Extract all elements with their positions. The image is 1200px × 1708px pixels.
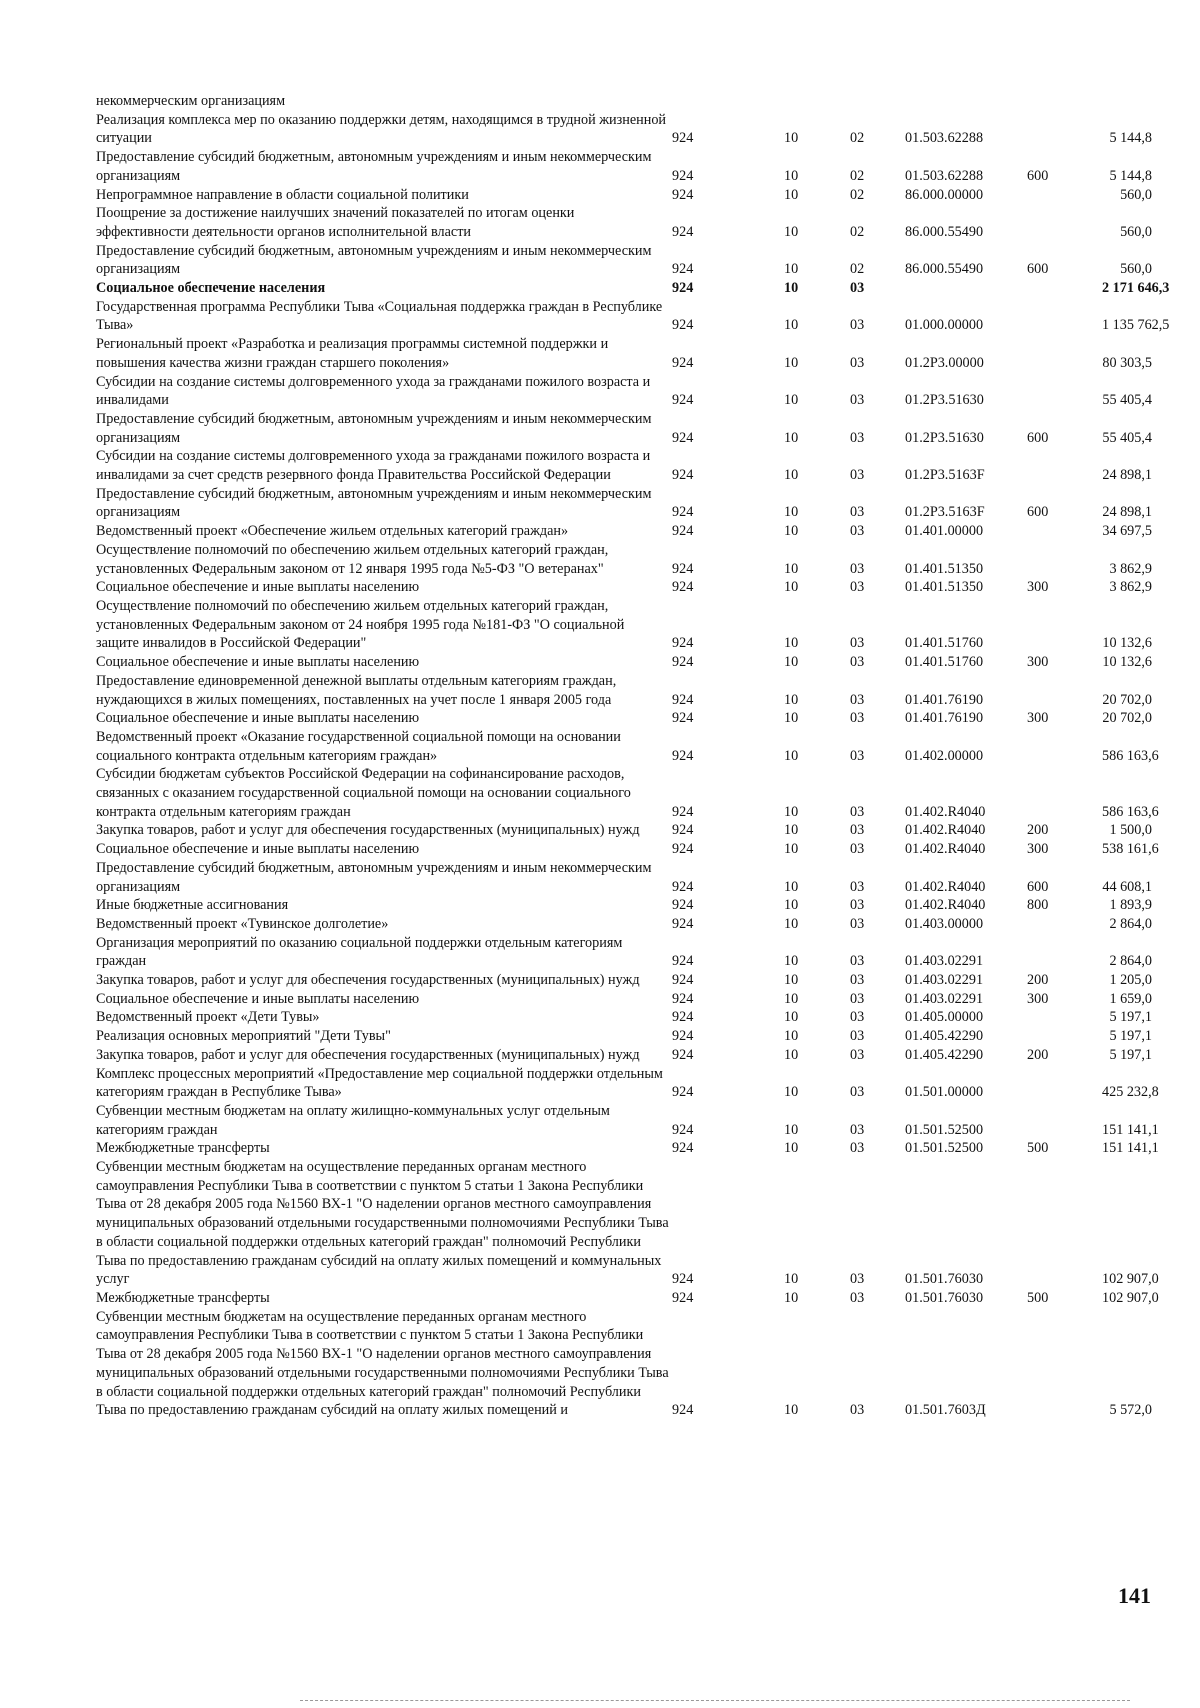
row-amount: 5 572,0 xyxy=(1109,1402,1152,1419)
row-code-expense-type: 200 xyxy=(1027,822,1049,839)
row-name: Ведомственный проект «Тувинское долголетие» xyxy=(96,915,389,932)
row-name: Субсидии на создание системы долговременного ухода за гражданами пожилого возраста и инвалидами xyxy=(96,373,651,409)
row-code-section: 10 xyxy=(784,523,799,540)
row-code-section: 10 xyxy=(784,1290,799,1306)
row-code-expense-type: 500 xyxy=(1027,1290,1049,1306)
row-code-subsection: 03 xyxy=(850,280,865,297)
row-name: Предоставление единовременной денежной выплаты отдельным категориям граждан, нуждающихся в жилых помещениях, поставленных на учет после 1 января 2005 года xyxy=(96,672,617,708)
table-row xyxy=(96,111,1156,148)
row-code-subsection: 03 xyxy=(850,1271,865,1288)
row-code-subsection: 03 xyxy=(850,897,865,914)
row-code-grbs: 924 xyxy=(672,747,694,764)
row-code-subsection: 03 xyxy=(850,635,865,652)
row-name: Субсидии на создание системы долговременного ухода за гражданами пожилого возраста и инвалидами за счет средств резервного фонда Правительства Российской Федерации xyxy=(96,448,651,484)
row-code-target: 01.405.42290 xyxy=(905,1046,984,1063)
row-code-section: 10 xyxy=(784,1009,799,1026)
row-code-target: 01.501.7603Д xyxy=(905,1402,986,1419)
row-code-section: 10 xyxy=(784,186,799,203)
table-row xyxy=(96,597,1156,653)
row-amount: 3 862,9 xyxy=(1109,579,1152,596)
row-amount: 10 132,6 xyxy=(1102,654,1152,671)
row-code-subsection: 03 xyxy=(850,654,865,671)
row-amount: 102 907,0 xyxy=(1102,1290,1159,1306)
row-name: Предоставление субсидий бюджетным, автономным учреждениям и иным некоммерческим организациям xyxy=(96,485,652,521)
row-amount: 2 864,0 xyxy=(1109,915,1152,932)
row-code-target: 01.501.00000 xyxy=(905,1084,984,1101)
row-code-grbs: 924 xyxy=(672,429,694,446)
page-number: 141 xyxy=(1118,1583,1151,1608)
row-code-target: 01.000.00000 xyxy=(905,317,984,334)
table-row xyxy=(96,840,1159,859)
row-code-target: 01.2Р3.51630 xyxy=(905,392,984,409)
table-row xyxy=(96,1046,1156,1065)
row-code-subsection: 03 xyxy=(850,1402,865,1419)
row-amount: 5 144,8 xyxy=(1109,167,1152,184)
row-amount: 44 608,1 xyxy=(1102,878,1152,895)
row-code-expense-type: 300 xyxy=(1027,579,1049,596)
row-code-target: 01.402.00000 xyxy=(905,747,984,764)
row-code-target: 01.401.76190 xyxy=(905,710,984,727)
row-code-target: 01.401.00000 xyxy=(905,523,984,540)
table-row xyxy=(96,447,1156,484)
table-row xyxy=(96,373,1156,410)
table-row xyxy=(96,672,1156,709)
row-code-subsection: 03 xyxy=(850,1009,865,1026)
row-code-section: 10 xyxy=(784,1121,799,1138)
row-amount: 55 405,4 xyxy=(1102,392,1152,409)
row-code-grbs: 924 xyxy=(672,1084,694,1101)
row-code-target: 01.402.R4040 xyxy=(905,841,986,858)
table-row xyxy=(96,859,1156,896)
row-code-subsection: 03 xyxy=(850,1290,865,1306)
table-row xyxy=(96,410,1156,447)
row-code-expense-type: 600 xyxy=(1027,261,1049,278)
row-code-section: 10 xyxy=(784,467,799,484)
row-code-grbs: 924 xyxy=(672,897,694,914)
row-code-expense-type: 300 xyxy=(1027,710,1049,727)
table-row xyxy=(96,204,1156,241)
table-row xyxy=(96,279,1170,298)
row-code-grbs: 924 xyxy=(672,280,694,297)
table-row xyxy=(96,896,1156,915)
row-amount: 586 163,6 xyxy=(1102,803,1159,820)
row-amount: 425 232,8 xyxy=(1102,1084,1159,1101)
row-name: Реализация основных мероприятий "Дети Тувы" xyxy=(96,1028,391,1045)
row-name: Предоставление субсидий бюджетным, автономным учреждениям и иным некоммерческим организациям xyxy=(96,410,652,446)
row-name: Реализация комплекса мер по оказанию поддержки детям, находящимся в трудной жизненной ситуации xyxy=(96,111,667,147)
table-row xyxy=(96,1065,1159,1102)
row-code-section: 10 xyxy=(784,897,799,914)
row-code-section: 10 xyxy=(784,354,799,371)
table-row xyxy=(96,653,1156,672)
row-amount: 34 697,5 xyxy=(1102,523,1152,540)
row-code-subsection: 03 xyxy=(850,1121,865,1138)
row-code-section: 10 xyxy=(784,915,799,932)
row-code-subsection: 03 xyxy=(850,429,865,446)
row-code-section: 10 xyxy=(784,579,799,596)
row-code-target: 01.501.76030 xyxy=(905,1290,984,1306)
row-code-section: 10 xyxy=(784,429,799,446)
row-code-section: 10 xyxy=(784,953,799,970)
table-row xyxy=(96,709,1156,728)
row-code-grbs: 924 xyxy=(672,504,694,521)
row-code-grbs: 924 xyxy=(672,261,694,278)
row-code-subsection: 02 xyxy=(850,130,865,147)
table-row xyxy=(96,765,1159,821)
row-code-grbs: 924 xyxy=(672,990,694,1007)
table-row xyxy=(96,990,1156,1009)
row-amount: 1 205,0 xyxy=(1109,972,1152,989)
row-name: Государственная программа Республики Тыва «Социальная поддержка граждан в Республике Тыва» xyxy=(96,298,663,334)
table-row xyxy=(96,522,1156,541)
row-code-subsection: 02 xyxy=(850,167,865,184)
row-name: некоммерческим организациям xyxy=(96,93,286,109)
row-code-target: 01.401.51350 xyxy=(905,560,984,577)
row-code-subsection: 03 xyxy=(850,504,865,521)
row-code-subsection: 03 xyxy=(850,1084,865,1101)
row-code-target: 01.403.02291 xyxy=(905,990,984,1007)
row-name: Комплекс процессных мероприятий «Предоставление мер социальной поддержки отдельным категориям граждан в Республике Тыва» xyxy=(96,1065,663,1101)
table-row xyxy=(96,915,1156,934)
row-name: Субвенции местным бюджетам на осуществление переданных органам местного самоуправления Республики Тыва в соответствии с пунктом 5 статьи 1 Закона Республики Тыва от 28 декабря 2005 года №1560 ВХ-1 "О наделении органов местного самоуправления муниципальных образований отдельными государственными полномочиями Республики Тыва в области социальной поддержки отдельных категорий граждан" полномочий Республики Тыва по предоставлению гражданам субсидий на оплату жилых помещений и xyxy=(96,1308,669,1419)
row-code-section: 10 xyxy=(784,822,799,839)
row-code-grbs: 924 xyxy=(672,467,694,484)
row-name: Ведомственный проект «Оказание государственной социальной помощи на основании социального контракта отдельным категориям граждан» xyxy=(96,728,621,764)
row-amount: 2 171 646,3 xyxy=(1102,280,1170,297)
row-name: Поощрение за достижение наилучших значений показателей по итогам оценки эффективности деятельности органов исполнительной власти xyxy=(96,205,575,240)
table-row xyxy=(96,821,1156,840)
row-amount: 55 405,4 xyxy=(1102,429,1152,446)
row-code-section: 10 xyxy=(784,1046,799,1063)
row-code-target: 01.402.R4040 xyxy=(905,822,986,839)
row-amount: 1 500,0 xyxy=(1109,822,1152,839)
row-code-grbs: 924 xyxy=(672,1290,694,1306)
row-code-subsection: 03 xyxy=(850,803,865,820)
row-code-subsection: 03 xyxy=(850,841,865,858)
row-code-expense-type: 200 xyxy=(1027,972,1049,989)
table-row xyxy=(96,298,1170,335)
row-code-expense-type: 300 xyxy=(1027,990,1049,1007)
row-code-grbs: 924 xyxy=(672,822,694,839)
row-code-section: 10 xyxy=(784,130,799,147)
row-code-grbs: 924 xyxy=(672,186,694,203)
row-name: Предоставление субсидий бюджетным, автономным учреждениям и иным некоммерческим организациям xyxy=(96,149,652,184)
row-code-section: 10 xyxy=(784,841,799,858)
row-amount: 1 659,0 xyxy=(1109,990,1152,1007)
row-amount: 5 197,1 xyxy=(1109,1046,1152,1063)
table-row xyxy=(96,148,1156,185)
row-code-grbs: 924 xyxy=(672,392,694,409)
row-code-grbs: 924 xyxy=(672,130,694,147)
row-name: Осуществление полномочий по обеспечению жильем отдельных категорий граждан, установленных Федеральным законом от 12 января 1995 года №5-ФЗ "О ветеранах" xyxy=(96,541,609,577)
row-name: Закупка товаров, работ и услуг для обеспечения государственных (муниципальных) нужд xyxy=(96,1046,640,1063)
row-code-expense-type: 600 xyxy=(1027,504,1049,521)
row-name: Субсидии бюджетам субъектов Российской Федерации на софинансирование расходов, связанных с оказанием государственной социальной помощи на основании социального контракта отдельным категориям граждан xyxy=(96,766,631,820)
row-amount: 20 702,0 xyxy=(1102,691,1152,708)
row-code-subsection: 03 xyxy=(850,822,865,839)
row-code-section: 10 xyxy=(784,1140,799,1157)
table-row xyxy=(96,1289,1159,1308)
table-row xyxy=(96,335,1156,372)
row-code-target: 01.401.51760 xyxy=(905,635,984,652)
row-code-subsection: 03 xyxy=(850,878,865,895)
row-code-target: 86.000.55490 xyxy=(905,261,984,278)
row-code-target: 86.000.55490 xyxy=(905,223,984,240)
row-code-grbs: 924 xyxy=(672,223,694,240)
row-code-subsection: 02 xyxy=(850,223,865,240)
row-amount: 538 161,6 xyxy=(1102,841,1159,858)
table-row xyxy=(96,1102,1159,1139)
table-row xyxy=(96,186,1156,205)
table-row xyxy=(96,728,1159,765)
row-code-expense-type: 300 xyxy=(1027,841,1049,858)
row-name: Ведомственный проект «Обеспечение жильем отдельных категорий граждан» xyxy=(96,523,569,540)
row-name: Закупка товаров, работ и услуг для обеспечения государственных (муниципальных) нужд xyxy=(96,822,640,839)
row-code-target: 01.405.42290 xyxy=(905,1028,984,1045)
row-name: Социальное обеспечение и иные выплаты населению xyxy=(96,579,420,596)
row-code-section: 10 xyxy=(784,1271,799,1288)
table-row xyxy=(96,485,1156,522)
row-code-subsection: 03 xyxy=(850,317,865,334)
row-code-subsection: 03 xyxy=(850,1046,865,1063)
row-code-target: 01.402.R4040 xyxy=(905,897,986,914)
row-amount: 5 144,8 xyxy=(1109,130,1152,147)
row-code-grbs: 924 xyxy=(672,1271,694,1288)
row-code-grbs: 924 xyxy=(672,354,694,371)
row-amount: 102 907,0 xyxy=(1102,1271,1159,1288)
row-code-subsection: 03 xyxy=(850,1140,865,1157)
row-amount: 1 893,9 xyxy=(1109,897,1152,914)
table-row xyxy=(96,971,1156,990)
row-code-section: 10 xyxy=(784,654,799,671)
row-code-target: 01.401.51760 xyxy=(905,654,984,671)
budget-table xyxy=(96,92,1170,1420)
row-code-grbs: 924 xyxy=(672,1028,694,1045)
row-code-grbs: 924 xyxy=(672,915,694,932)
row-name: Социальное обеспечение населения xyxy=(96,280,326,297)
row-code-subsection: 03 xyxy=(850,579,865,596)
row-code-grbs: 924 xyxy=(672,635,694,652)
row-code-subsection: 03 xyxy=(850,747,865,764)
row-name: Иные бюджетные ассигнования xyxy=(96,897,289,914)
row-code-section: 10 xyxy=(784,1084,799,1101)
row-name: Закупка товаров, работ и услуг для обеспечения государственных (муниципальных) нужд xyxy=(96,972,640,989)
row-code-target: 01.2Р3.51630 xyxy=(905,429,984,446)
row-amount: 80 303,5 xyxy=(1102,354,1152,371)
table-row xyxy=(96,1158,1159,1289)
row-name: Организация мероприятий по оказанию социальной поддержки отдельным категориям граждан xyxy=(96,934,623,970)
row-amount: 560,0 xyxy=(1120,261,1152,278)
row-name: Социальное обеспечение и иные выплаты населению xyxy=(96,990,420,1007)
row-name: Межбюджетные трансферты xyxy=(96,1290,270,1306)
row-code-subsection: 02 xyxy=(850,186,865,203)
row-code-target: 01.2Р3.5163F xyxy=(905,467,985,484)
row-code-target: 01.403.02291 xyxy=(905,972,984,989)
row-code-expense-type: 600 xyxy=(1027,167,1049,184)
row-code-expense-type: 600 xyxy=(1027,429,1049,446)
row-code-subsection: 03 xyxy=(850,523,865,540)
row-code-target: 01.501.52500 xyxy=(905,1140,984,1157)
row-amount: 1 135 762,5 xyxy=(1102,317,1170,334)
row-name: Социальное обеспечение и иные выплаты населению xyxy=(96,710,420,727)
row-code-grbs: 924 xyxy=(672,560,694,577)
row-code-subsection: 03 xyxy=(850,691,865,708)
row-amount: 560,0 xyxy=(1120,186,1152,203)
row-code-grbs: 924 xyxy=(672,167,694,184)
row-name: Социальное обеспечение и иные выплаты населению xyxy=(96,841,420,858)
row-code-expense-type: 300 xyxy=(1027,654,1049,671)
row-code-section: 10 xyxy=(784,504,799,521)
row-code-subsection: 03 xyxy=(850,915,865,932)
row-code-subsection: 03 xyxy=(850,710,865,727)
row-code-target: 01.2Р3.5163F xyxy=(905,504,985,521)
row-code-target: 01.405.00000 xyxy=(905,1009,984,1026)
row-code-section: 10 xyxy=(784,972,799,989)
row-amount: 10 132,6 xyxy=(1102,635,1152,652)
row-code-section: 10 xyxy=(784,317,799,334)
row-name: Ведомственный проект «Дети Тувы» xyxy=(96,1009,320,1026)
row-code-section: 10 xyxy=(784,990,799,1007)
row-code-subsection: 03 xyxy=(850,560,865,577)
row-name: Субвенции местным бюджетам на оплату жилищно-коммунальных услуг отдельным категориям граждан xyxy=(96,1102,610,1138)
row-name: Субвенции местным бюджетам на осуществление переданных органам местного самоуправления Республики Тыва в соответствии с пунктом 5 статьи 1 Закона Республики Тыва от 28 декабря 2005 года №1560 ВХ-1 "О наделении органов местного самоуправления муниципальных образований отдельными государственными полномочиями Республики Тыва в области социальной поддержки отдельных категорий граждан" полномочий Республики Тыва по предоставлению гражданам субсидий на оплату жилых помещений и коммунальных услуг xyxy=(96,1159,669,1288)
row-amount: 3 862,9 xyxy=(1109,560,1152,577)
table-row xyxy=(96,578,1156,597)
row-code-subsection: 03 xyxy=(850,972,865,989)
row-code-grbs: 924 xyxy=(672,953,694,970)
table-row xyxy=(96,242,1156,279)
row-code-grbs: 924 xyxy=(672,710,694,727)
row-code-target: 01.501.52500 xyxy=(905,1121,984,1138)
row-code-expense-type: 500 xyxy=(1027,1140,1049,1157)
row-code-grbs: 924 xyxy=(672,803,694,820)
table-row xyxy=(96,1027,1156,1046)
row-name: Межбюджетные трансферты xyxy=(96,1140,270,1157)
row-amount: 24 898,1 xyxy=(1102,504,1152,521)
row-amount: 151 141,1 xyxy=(1102,1140,1159,1157)
row-name: Непрограммное направление в области социальной политики xyxy=(96,186,469,203)
row-code-grbs: 924 xyxy=(672,1009,694,1026)
row-code-section: 10 xyxy=(784,223,799,240)
row-amount: 151 141,1 xyxy=(1102,1121,1159,1138)
table-row xyxy=(96,1008,1156,1027)
row-code-grbs: 924 xyxy=(672,972,694,989)
row-code-subsection: 03 xyxy=(850,467,865,484)
row-code-subsection: 02 xyxy=(850,261,865,278)
row-code-section: 10 xyxy=(784,560,799,577)
row-code-target: 01.402.R4040 xyxy=(905,878,986,895)
row-code-grbs: 924 xyxy=(672,523,694,540)
row-code-target: 86.000.00000 xyxy=(905,186,984,203)
row-code-grbs: 924 xyxy=(672,1121,694,1138)
row-code-grbs: 924 xyxy=(672,654,694,671)
row-code-section: 10 xyxy=(784,392,799,409)
row-code-section: 10 xyxy=(784,280,799,297)
row-code-expense-type: 200 xyxy=(1027,1046,1049,1063)
row-code-section: 10 xyxy=(784,635,799,652)
row-code-section: 10 xyxy=(784,803,799,820)
row-code-subsection: 03 xyxy=(850,354,865,371)
row-code-section: 10 xyxy=(784,691,799,708)
row-code-grbs: 924 xyxy=(672,691,694,708)
row-code-expense-type: 600 xyxy=(1027,878,1049,895)
row-code-expense-type: 800 xyxy=(1027,897,1049,914)
row-code-subsection: 03 xyxy=(850,1028,865,1045)
row-code-section: 10 xyxy=(784,261,799,278)
row-code-target: 01.503.62288 xyxy=(905,130,984,147)
row-code-subsection: 03 xyxy=(850,392,865,409)
table-row xyxy=(96,541,1156,578)
footer-divider xyxy=(300,1700,1130,1701)
row-code-grbs: 924 xyxy=(672,841,694,858)
row-code-target: 01.503.62288 xyxy=(905,167,984,184)
table-row xyxy=(96,934,1156,971)
row-code-subsection: 03 xyxy=(850,990,865,1007)
row-code-grbs: 924 xyxy=(672,878,694,895)
table-row xyxy=(96,1139,1159,1158)
row-name: Предоставление субсидий бюджетным, автономным учреждениям и иным некоммерческим организациям xyxy=(96,859,652,895)
row-code-section: 10 xyxy=(784,1402,799,1419)
row-code-grbs: 924 xyxy=(672,1402,694,1419)
row-code-target: 01.403.02291 xyxy=(905,953,984,970)
table-row xyxy=(96,92,1156,111)
row-code-section: 10 xyxy=(784,710,799,727)
table-row xyxy=(96,1308,1156,1420)
row-amount: 5 197,1 xyxy=(1109,1009,1152,1026)
row-code-section: 10 xyxy=(784,747,799,764)
row-amount: 2 864,0 xyxy=(1109,953,1152,970)
row-code-grbs: 924 xyxy=(672,317,694,334)
row-name: Социальное обеспечение и иные выплаты населению xyxy=(96,654,420,671)
row-code-target: 01.2Р3.00000 xyxy=(905,354,984,371)
row-code-section: 10 xyxy=(784,1028,799,1045)
row-code-target: 01.402.R4040 xyxy=(905,803,986,820)
row-code-target: 01.501.76030 xyxy=(905,1271,984,1288)
row-code-grbs: 924 xyxy=(672,1046,694,1063)
row-code-target: 01.403.00000 xyxy=(905,915,984,932)
row-code-target: 01.401.76190 xyxy=(905,691,984,708)
row-code-section: 10 xyxy=(784,167,799,184)
row-name: Осуществление полномочий по обеспечению жильем отдельных категорий граждан, установленных Федеральным законом от 24 ноября 1995 года №181-ФЗ "О социальной защите инвалидов в Российской Федерации" xyxy=(96,597,625,652)
row-name: Предоставление субсидий бюджетным, автономным учреждениям и иным некоммерческим организациям xyxy=(96,242,652,278)
row-amount: 24 898,1 xyxy=(1102,467,1152,484)
row-code-subsection: 03 xyxy=(850,953,865,970)
row-code-grbs: 924 xyxy=(672,579,694,596)
row-code-grbs: 924 xyxy=(672,1140,694,1157)
row-amount: 5 197,1 xyxy=(1109,1028,1152,1045)
row-code-target: 01.401.51350 xyxy=(905,579,984,596)
row-amount: 20 702,0 xyxy=(1102,710,1152,727)
row-code-section: 10 xyxy=(784,878,799,895)
row-amount: 560,0 xyxy=(1120,223,1152,240)
row-amount: 586 163,6 xyxy=(1102,747,1159,764)
row-name: Региональный проект «Разработка и реализация программы системной поддержки и повышения качества жизни граждан старшего поколения» xyxy=(96,336,609,371)
